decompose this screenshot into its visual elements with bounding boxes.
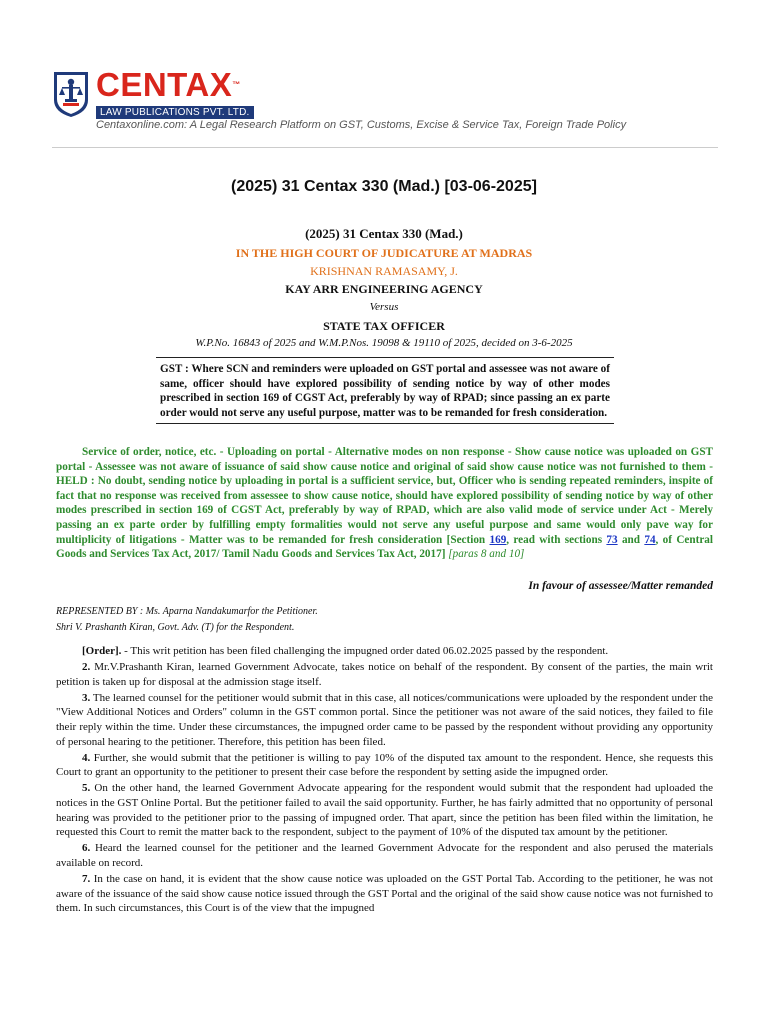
centax-emblem-icon — [52, 70, 90, 118]
judge-name: KRISHNAN RAMASAMY, J. — [310, 264, 458, 278]
case-citation: (2025) 31 Centax 330 (Mad.) — [305, 226, 463, 241]
paragraph: [Order]. - This writ petition has been filed challenging the impugned order dated 06.02.2025 passed by the respondent. — [82, 645, 609, 657]
outcome-label: In favour of assessee/Matter remanded — [528, 580, 713, 592]
respondent-name: STATE TAX OFFICER — [323, 319, 445, 333]
tagline: Centaxonline.com: A Legal Research Platform on GST, Customs, Excise & Service Tax, Foreign Trade Policy — [96, 119, 627, 131]
judgment-body — [56, 644, 713, 917]
header-divider — [52, 147, 718, 148]
paragraph: 7. In the case on hand, it is evident that the show cause notice was uploaded on the GST Portal Tab. According to the petitioner, he was not aware of the issuance of the said show cause notice issued through the GST Portal and the original of the said show cause notice was not furnished to them. In such circumstances, this Court is of the view that the impugned — [56, 872, 713, 915]
respondent-counsel: Shri V. Prashanth Kiran, Govt. Adv. (T) for the Respondent. — [56, 622, 295, 633]
brand-name: CENTAX™ — [96, 66, 241, 103]
summary-text: GST : Where SCN and reminders were uploaded on GST portal and assessee was not aware of same, officer should have explored possibility of sending notice by way of other modes prescribed in section 169 of CGST Act, preferably by way of RPAD; since passing an ex parte order would not serve any useful purpose, matter was to be remanded for fresh consideration. — [160, 363, 610, 419]
petitioner-name: KAY ARR ENGINEERING AGENCY — [285, 282, 483, 296]
case-summary — [156, 357, 614, 424]
paragraph: 6. Heard the learned counsel for the petitioner and the learned Government Advocate for the respondent and also perused the materials available on record. — [56, 842, 713, 869]
represented-by — [56, 604, 713, 636]
paragraph: 4. Further, she would submit that the petitioner is willing to pay 10% of the disputed tax amount to the respondent. Hence, she requests this Court to grant an opportunity to the petitioner to present their case before the respondent by setting aside the impugned order. — [56, 751, 713, 779]
paras-reference: [paras 8 and 10] — [445, 548, 525, 561]
section-169-link[interactable]: 169 — [489, 533, 507, 546]
paragraph: 5. On the other hand, the learned Government Advocate appearing for the respondent would submit that the respondent had uploaded the notices in the GST Online Portal. But the petitioner failed to avail the said opportunity. Further, he has fairly admitted that no opportunity of personal hearing was provided to the petitioner prior to the passing of impugned order. That apart, since the petition has been filed within the limitation, he requested this Court to remit the matter back to the respondent, subject to the payment of 10% of the disputed tax amount by the petitioner. — [56, 782, 713, 839]
brand-block — [96, 68, 254, 120]
page-title: (2025) 31 Centax 330 (Mad.) [03-06-2025] — [231, 178, 537, 195]
publisher-header — [52, 68, 720, 148]
petition-number: W.P.No. 16843 of 2025 and W.M.P.Nos. 19098 & 19110 of 2025, decided on 3-6-2025 — [195, 337, 573, 349]
paragraph: 2. Mr.V.Prashanth Kiran, learned Government Advocate, takes notice on behalf of the respondent. By consent of the parties, the main writ petition is taken up for disposal at the admission stage itself. — [56, 661, 713, 688]
paragraph: 3. The learned counsel for the petitioner would submit that in this case, all notices/communications were uploaded by the respondent under the "View Additional Notices and Orders" column in the GST common portal. Since the petitioner was not aware of the said notices, they failed to file their reply within the time. Under these circumstances, the impugned order came to be passed by the respondent without providing any opportunity of personal hearing to the petitioner. Therefore, this petition has been filed. — [56, 691, 713, 748]
versus-label: Versus — [369, 301, 399, 313]
petitioner-counsel: REPRESENTED BY : Ms. Aparna Nandakumarfor the Petitioner. — [56, 606, 318, 617]
court-name: IN THE HIGH COURT OF JUDICATURE AT MADRAS — [235, 246, 533, 260]
section-74-link[interactable]: 74 — [644, 533, 656, 546]
headnote: Service of order, notice, etc. - Uploading on portal - Alternative modes on non response - Show cause notice was uploaded on GST portal - Assessee was not aware of issuance of said show cause notice and original of said show cause notice was not furnished to them - HELD : No doubt, sending notice by uploading in portal is a sufficient service, but, Officer who is sending repeated reminders, inspite of fact that no response was received from assessee to show cause notice, should have explored possibility of sending notice by way of other modes prescribed in section 169 of CGST Act, preferably by way of RPAD, which are also valid mode of service under Act - Merely passing an ex parte order by fulfilling empty formalities would not serve any useful purpose and same would only pave way for multiplicity of litigations - Matter was to be remanded for fresh consideration [Section 169, read with sections 73 and 74, of Central Goods and Services Tax Act, 2017/ Tamil Nadu Goods and Services Tax Act, 2017] [paras 8 and 10] — [56, 446, 713, 561]
brand-subtitle: LAW PUBLICATIONS PVT. LTD. — [96, 106, 254, 119]
section-73-link[interactable]: 73 — [606, 533, 618, 546]
